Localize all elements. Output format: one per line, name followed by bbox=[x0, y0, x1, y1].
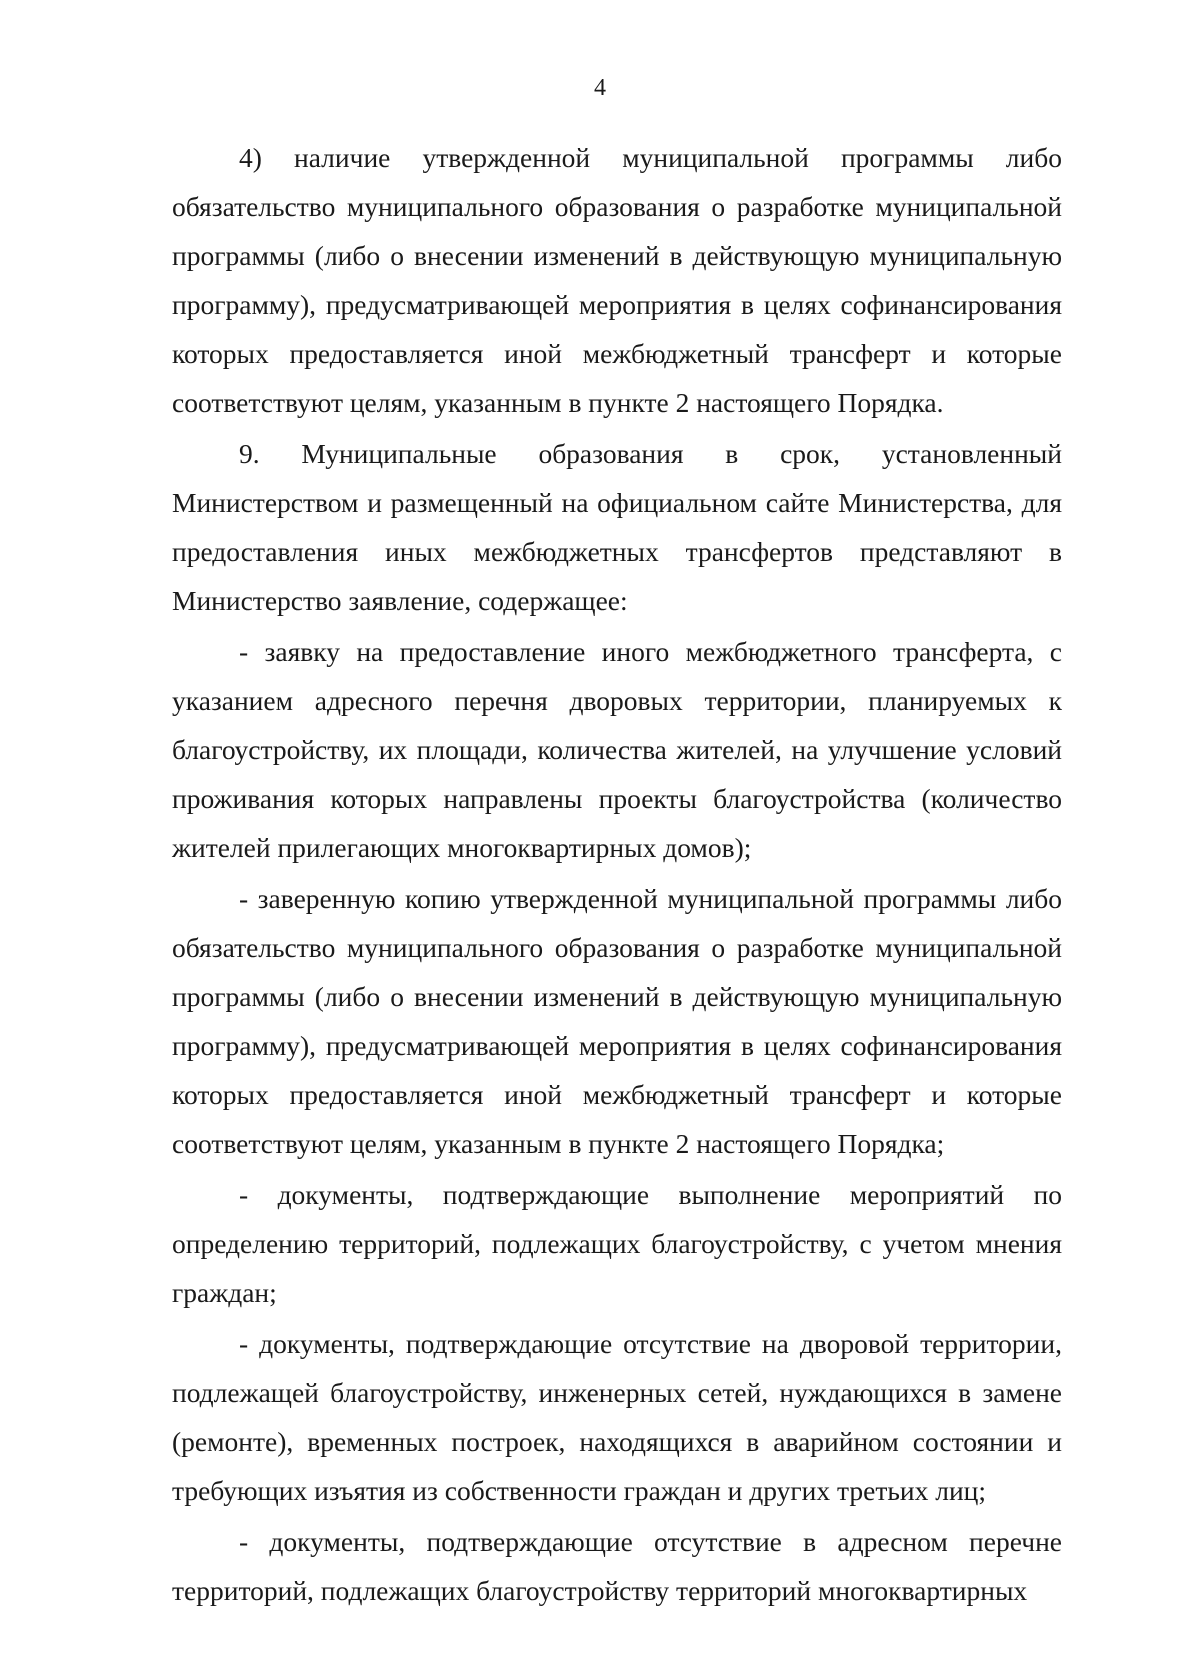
document-body bbox=[172, 133, 1062, 1615]
paragraph-program-copy: - заверенную копию утвержденной муниципальной программы либо обязательство муниципального образования о разработке муниципальной программы (либо о внесении изменений в действующую муниципальную программу), предусматривающей мероприятия в целях софинансирования которых предоставляется иной межбюджетный трансферт и которые соответствуют целям, указанным в пункте 2 настоящего Порядка; bbox=[172, 883, 1062, 1159]
paragraph-address-list-docs: - документы, подтверждающие отсутствие в адресном перечне территорий, подлежащих благоустройству территорий многоквартирных bbox=[172, 1526, 1062, 1606]
paragraph-citizen-opinion-docs: - документы, подтверждающие выполнение мероприятий по определению территорий, подлежащих благоустройству, с учетом мнения граждан; bbox=[172, 1179, 1062, 1308]
paragraph-networks-absence-docs: - документы, подтверждающие отсутствие на дворовой территории, подлежащей благоустройству, инженерных сетей, нуждающихся в замене (ремонте), временных построек, находящихся в аварийном состоянии и требующих изъятия из собственности граждан и других третьих лиц; bbox=[172, 1328, 1062, 1506]
page-number: 4 bbox=[594, 75, 606, 101]
paragraph-application-request: - заявку на предоставление иного межбюджетного трансферта, с указанием адресного перечня дворовых территории, планируемых к благоустройству, их площади, количества жителей, на улучшение условий проживания которых направлены проекты благоустройства (количество жителей прилегающих многоквартирных домов); bbox=[172, 636, 1062, 863]
paragraph-item-4: 4) наличие утвержденной муниципальной программы либо обязательство муниципального образования о разработке муниципальной программы (либо о внесении изменений в действующую муниципальную программу), предусматривающей мероприятия в целях софинансирования которых предоставляется иной межбюджетный трансферт и которые соответствуют целям, указанным в пункте 2 настоящего Порядка. bbox=[172, 142, 1062, 418]
paragraph-section-9: 9. Муниципальные образования в срок, установленный Министерством и размещенный на официальном сайте Министерства, для предоставления иных межбюджетных трансфертов представляют в Министерство заявление, содержащее: bbox=[172, 438, 1062, 616]
